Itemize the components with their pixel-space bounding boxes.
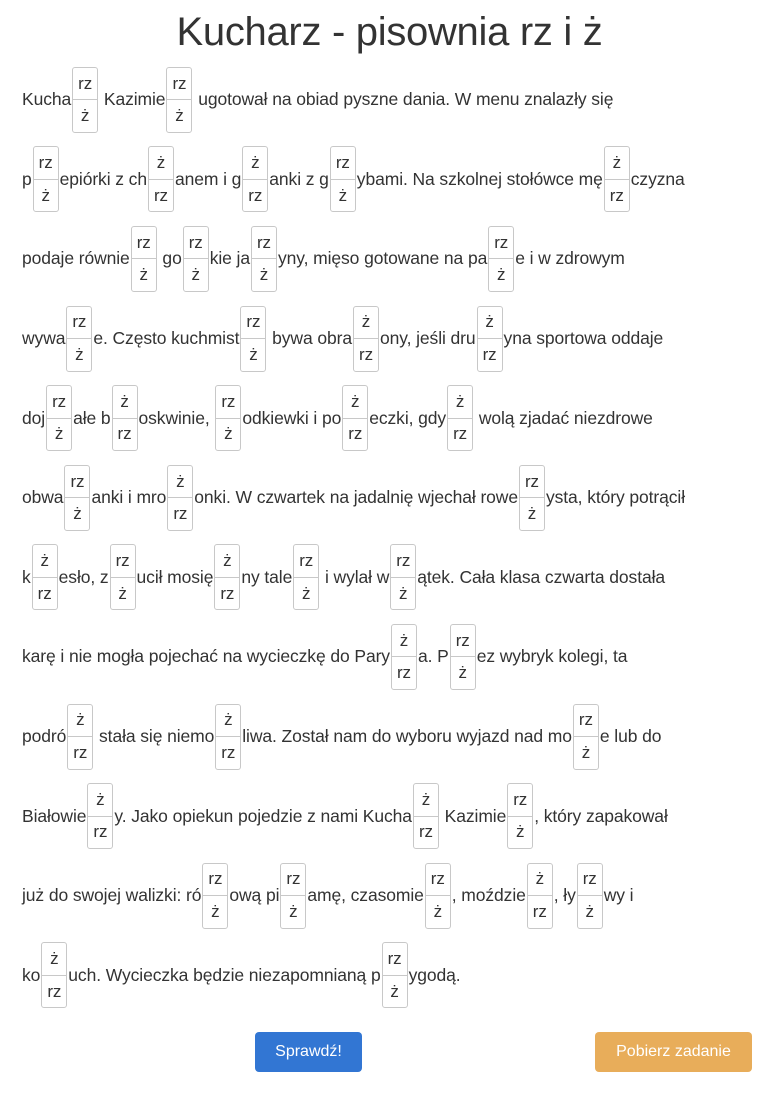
text-line bbox=[22, 60, 769, 140]
choice-option-bottom[interactable]: ż bbox=[516, 822, 525, 842]
text-fragment: stała się niemo bbox=[94, 726, 215, 747]
text-line bbox=[22, 219, 769, 299]
spelling-choice[interactable] bbox=[41, 942, 67, 1008]
text-fragment: , moździe bbox=[451, 885, 526, 906]
text-fragment: kie ja bbox=[209, 248, 250, 269]
choice-option-bottom[interactable]: ż bbox=[302, 583, 311, 603]
choice-option-bottom[interactable]: rz bbox=[117, 424, 132, 444]
text-fragment: i wylał w bbox=[320, 566, 390, 587]
choice-option-bottom[interactable]: ż bbox=[80, 106, 90, 126]
spelling-choice[interactable] bbox=[390, 544, 416, 610]
text-fragment: , ły bbox=[553, 885, 576, 906]
text-fragment: epiórki z ch bbox=[59, 168, 147, 189]
spelling-choice[interactable] bbox=[110, 544, 136, 610]
text-line bbox=[22, 538, 769, 618]
text-fragment: anki z g bbox=[269, 168, 329, 189]
choice-option-top[interactable]: ż bbox=[113, 386, 137, 419]
spelling-choice[interactable] bbox=[477, 306, 503, 372]
text-fragment: e i w zdrowym bbox=[515, 248, 625, 269]
choice-option-top[interactable]: rz bbox=[489, 227, 513, 260]
spelling-choice[interactable] bbox=[251, 226, 277, 292]
text-line bbox=[22, 697, 769, 777]
choice-option-top[interactable]: rz bbox=[520, 466, 544, 499]
choice-option-bottom[interactable]: ż bbox=[41, 185, 50, 205]
choice-option-top[interactable]: rz bbox=[574, 705, 598, 738]
text-fragment: y. Jako opiekun pojedzie z nami Kucha bbox=[114, 805, 412, 826]
text-fragment: Kazimie bbox=[99, 89, 166, 110]
text-line bbox=[22, 776, 769, 856]
text-fragment: , który zapakował bbox=[534, 805, 668, 826]
choice-option-top[interactable]: ż bbox=[33, 545, 57, 578]
text-fragment: ko bbox=[22, 964, 41, 985]
text-fragment: ową pi bbox=[229, 885, 280, 906]
choice-option-bottom[interactable]: ż bbox=[338, 185, 347, 205]
choice-option-bottom[interactable]: ż bbox=[399, 583, 408, 603]
spelling-choice[interactable] bbox=[46, 385, 72, 451]
spelling-choice[interactable] bbox=[488, 226, 514, 292]
choice-option-bottom[interactable]: ż bbox=[211, 901, 220, 921]
text-fragment: ybami. Na szkolnej stołówce mę bbox=[356, 168, 603, 189]
choice-option-bottom[interactable]: ż bbox=[175, 106, 184, 126]
text-fragment: ony, jeśli dru bbox=[380, 328, 476, 349]
spelling-choice[interactable] bbox=[33, 146, 59, 212]
spelling-choice[interactable] bbox=[353, 306, 379, 372]
text-fragment: Kucha bbox=[22, 89, 72, 110]
choice-option-top[interactable]: ż bbox=[343, 386, 367, 419]
choice-option-bottom[interactable]: rz bbox=[221, 742, 236, 762]
choice-option-bottom[interactable]: ż bbox=[527, 504, 537, 524]
text-fragment: karę i nie mogła pojechać na wycieczkę do Pary bbox=[22, 646, 390, 667]
text-fragment: anem i g bbox=[174, 168, 242, 189]
choice-option-top[interactable]: rz bbox=[294, 545, 318, 578]
text-fragment: go bbox=[157, 248, 182, 269]
choice-option-top[interactable]: ż bbox=[478, 307, 502, 340]
spelling-choice[interactable] bbox=[148, 146, 174, 212]
text-fragment: onki. W czwartek na jadalnię wjechał rowe bbox=[194, 487, 518, 508]
spelling-choice[interactable] bbox=[32, 544, 58, 610]
spelling-choice[interactable] bbox=[391, 624, 417, 690]
choice-option-bottom[interactable]: ż bbox=[581, 742, 591, 762]
choice-option-bottom[interactable]: ż bbox=[585, 901, 594, 921]
text-fragment: anki i mro bbox=[91, 487, 167, 508]
spelling-choice[interactable] bbox=[604, 146, 630, 212]
text-line bbox=[22, 936, 769, 1016]
spelling-choice[interactable] bbox=[131, 226, 157, 292]
spelling-choice[interactable] bbox=[577, 863, 603, 929]
choice-option-top[interactable]: ż bbox=[448, 386, 472, 419]
choice-option-bottom[interactable]: rz bbox=[418, 822, 433, 842]
text-fragment: a. P bbox=[417, 646, 449, 667]
choice-option-top[interactable]: rz bbox=[65, 466, 89, 499]
text-fragment: czyzna bbox=[630, 168, 685, 189]
choice-option-bottom[interactable]: rz bbox=[153, 185, 168, 205]
spelling-choice[interactable] bbox=[519, 465, 545, 531]
choice-option-bottom[interactable]: ż bbox=[224, 424, 233, 444]
text-line bbox=[22, 378, 769, 458]
choice-option-bottom[interactable]: ż bbox=[259, 265, 269, 285]
text-fragment: k bbox=[22, 566, 31, 587]
choice-option-top[interactable]: rz bbox=[252, 227, 276, 260]
choice-option-top[interactable]: rz bbox=[281, 864, 305, 897]
spelling-choice[interactable] bbox=[72, 67, 98, 133]
choice-option-bottom[interactable]: ż bbox=[139, 265, 148, 285]
choice-option-bottom[interactable]: rz bbox=[453, 424, 468, 444]
spelling-choice[interactable] bbox=[527, 863, 553, 929]
choice-option-top[interactable]: rz bbox=[184, 227, 208, 260]
choice-option-top[interactable]: ż bbox=[149, 147, 173, 180]
choice-option-top[interactable]: rz bbox=[167, 68, 191, 101]
text-fragment: p bbox=[22, 168, 32, 189]
spelling-choice[interactable] bbox=[447, 385, 473, 451]
choice-option-top[interactable]: rz bbox=[578, 864, 602, 897]
choice-option-top[interactable]: rz bbox=[34, 147, 58, 180]
choice-option-top[interactable]: ż bbox=[605, 147, 629, 180]
choice-option-bottom[interactable]: rz bbox=[609, 185, 624, 205]
text-fragment: już do swojej walizki: ró bbox=[22, 885, 202, 906]
download-task-button[interactable]: Pobierz zadanie bbox=[595, 1032, 752, 1072]
text-fragment: ny tale bbox=[241, 566, 293, 587]
spelling-choice[interactable] bbox=[425, 863, 451, 929]
text-fragment: eczki, gdy bbox=[369, 407, 447, 428]
text-fragment: bywa obra bbox=[267, 328, 352, 349]
text-fragment: uch. Wycieczka będzie niezapomnianą p bbox=[68, 964, 381, 985]
choice-option-bottom[interactable]: rz bbox=[359, 344, 373, 364]
text-fragment: ysta, który potrącił bbox=[545, 487, 686, 508]
text-fragment: ątek. Cała klasa czwarta dostała bbox=[417, 566, 666, 587]
choice-option-top[interactable]: rz bbox=[383, 943, 407, 976]
text-line bbox=[22, 856, 769, 936]
spelling-choice[interactable] bbox=[64, 465, 90, 531]
choice-option-bottom[interactable]: rz bbox=[532, 901, 547, 921]
choice-option-bottom[interactable]: rz bbox=[173, 504, 188, 524]
text-line bbox=[22, 617, 769, 697]
spelling-choice[interactable] bbox=[183, 226, 209, 292]
spelling-choice[interactable] bbox=[242, 146, 268, 212]
choice-option-bottom[interactable]: rz bbox=[396, 663, 411, 683]
spelling-choice[interactable] bbox=[67, 704, 93, 770]
choice-option-bottom[interactable]: ż bbox=[458, 663, 467, 683]
text-fragment: ugotował na obiad pyszne dania. W menu znalazły się bbox=[193, 89, 614, 110]
text-fragment: podró bbox=[22, 726, 67, 747]
spelling-choice[interactable] bbox=[280, 863, 306, 929]
choice-option-top[interactable]: ż bbox=[392, 625, 416, 658]
choice-option-bottom[interactable]: ż bbox=[73, 504, 82, 524]
choice-option-top[interactable]: rz bbox=[508, 784, 532, 817]
choice-option-bottom[interactable]: ż bbox=[75, 344, 84, 364]
spelling-choice[interactable] bbox=[215, 385, 241, 451]
spelling-choice[interactable] bbox=[330, 146, 356, 212]
choice-option-top[interactable]: ż bbox=[354, 307, 378, 340]
choice-option-top[interactable]: rz bbox=[111, 545, 135, 578]
text-fragment: e lub do bbox=[599, 726, 662, 747]
choice-option-top[interactable]: ż bbox=[68, 705, 92, 738]
choice-option-bottom[interactable]: rz bbox=[348, 424, 363, 444]
choice-option-top[interactable]: rz bbox=[47, 386, 71, 419]
choice-option-top[interactable]: rz bbox=[426, 864, 450, 897]
choice-option-bottom[interactable]: ż bbox=[390, 981, 399, 1001]
choice-option-top[interactable]: rz bbox=[331, 147, 355, 180]
spelling-choice[interactable] bbox=[166, 67, 192, 133]
spelling-choice[interactable] bbox=[87, 783, 113, 849]
text-fragment: obwa bbox=[22, 487, 64, 508]
spelling-choice[interactable] bbox=[215, 704, 241, 770]
choice-option-top[interactable]: ż bbox=[243, 147, 267, 180]
choice-option-top[interactable]: ż bbox=[215, 545, 239, 578]
text-fragment: oskwinie, bbox=[138, 407, 215, 428]
text-fragment: doj bbox=[22, 407, 46, 428]
text-fragment: yna sportowa oddaje bbox=[503, 328, 664, 349]
choice-option-top[interactable]: rz bbox=[203, 864, 227, 897]
choice-option-bottom[interactable]: ż bbox=[249, 344, 258, 364]
spelling-choice[interactable] bbox=[413, 783, 439, 849]
text-fragment: e. Często kuchmist bbox=[93, 328, 240, 349]
check-button[interactable]: Sprawdź! bbox=[255, 1032, 362, 1072]
spelling-choice[interactable] bbox=[240, 306, 266, 372]
choice-option-bottom[interactable]: rz bbox=[482, 344, 497, 364]
choice-option-bottom[interactable]: rz bbox=[73, 742, 88, 762]
text-fragment: ucił mosię bbox=[136, 566, 214, 587]
text-fragment: yny, mięso gotowane na pa bbox=[277, 248, 488, 269]
page-title: Kucharz - pisownia rz i ż bbox=[176, 10, 603, 54]
text-fragment: ałe b bbox=[73, 407, 111, 428]
spelling-choice[interactable] bbox=[202, 863, 228, 929]
choice-option-top[interactable]: ż bbox=[528, 864, 552, 897]
spelling-choice[interactable] bbox=[112, 385, 138, 451]
spelling-choice[interactable] bbox=[573, 704, 599, 770]
choice-option-bottom[interactable]: rz bbox=[248, 185, 263, 205]
choice-option-top[interactable]: rz bbox=[451, 625, 475, 658]
choice-option-bottom[interactable]: ż bbox=[497, 265, 506, 285]
choice-option-top[interactable]: ż bbox=[88, 784, 112, 817]
choice-option-top[interactable]: rz bbox=[67, 307, 91, 340]
choice-option-top[interactable]: ż bbox=[42, 943, 66, 976]
text-fragment: amę, czasomie bbox=[307, 885, 424, 906]
exercise-text bbox=[22, 60, 769, 1015]
spelling-choice[interactable] bbox=[214, 544, 240, 610]
text-line bbox=[22, 140, 769, 220]
text-fragment: liwa. Został nam do wyboru wyjazd nad mo bbox=[242, 726, 572, 747]
choice-option-bottom[interactable]: ż bbox=[191, 265, 200, 285]
choice-option-bottom[interactable]: ż bbox=[289, 901, 298, 921]
spelling-choice[interactable] bbox=[507, 783, 533, 849]
choice-option-top[interactable]: ż bbox=[216, 705, 240, 738]
choice-option-bottom[interactable]: ż bbox=[118, 583, 127, 603]
choice-option-top[interactable]: rz bbox=[391, 545, 415, 578]
choice-option-bottom[interactable]: ż bbox=[433, 901, 442, 921]
choice-option-bottom[interactable]: ż bbox=[54, 424, 64, 444]
spelling-choice[interactable] bbox=[342, 385, 368, 451]
choice-option-top[interactable]: rz bbox=[241, 307, 265, 340]
text-line bbox=[22, 299, 769, 379]
text-fragment: esło, z bbox=[58, 566, 109, 587]
spelling-choice[interactable] bbox=[66, 306, 92, 372]
text-fragment: wy i bbox=[603, 885, 634, 906]
choice-option-bottom[interactable]: rz bbox=[220, 583, 235, 603]
spelling-choice[interactable] bbox=[293, 544, 319, 610]
choice-option-bottom[interactable]: rz bbox=[93, 822, 108, 842]
choice-option-top[interactable]: ż bbox=[168, 466, 192, 499]
choice-option-top[interactable]: rz bbox=[216, 386, 240, 419]
choice-option-top[interactable]: rz bbox=[132, 227, 156, 260]
spelling-choice[interactable] bbox=[450, 624, 476, 690]
text-fragment: wywa bbox=[22, 328, 66, 349]
text-fragment: odkiewki i po bbox=[242, 407, 342, 428]
text-fragment: Kazimie bbox=[439, 805, 507, 826]
choice-option-top[interactable]: rz bbox=[73, 68, 97, 101]
choice-option-bottom[interactable]: rz bbox=[47, 981, 62, 1001]
choice-option-bottom[interactable]: rz bbox=[37, 583, 52, 603]
text-fragment: podaje równie bbox=[22, 248, 130, 269]
text-line bbox=[22, 458, 769, 538]
choice-option-top[interactable]: ż bbox=[414, 784, 438, 817]
text-fragment: wolą zjadać niezdrowe bbox=[474, 407, 653, 428]
text-fragment: ez wybryk kolegi, ta bbox=[476, 646, 628, 667]
text-fragment: Białowie bbox=[22, 805, 87, 826]
spelling-choice[interactable] bbox=[382, 942, 408, 1008]
text-fragment: ygodą. bbox=[408, 964, 461, 985]
spelling-choice[interactable] bbox=[167, 465, 193, 531]
